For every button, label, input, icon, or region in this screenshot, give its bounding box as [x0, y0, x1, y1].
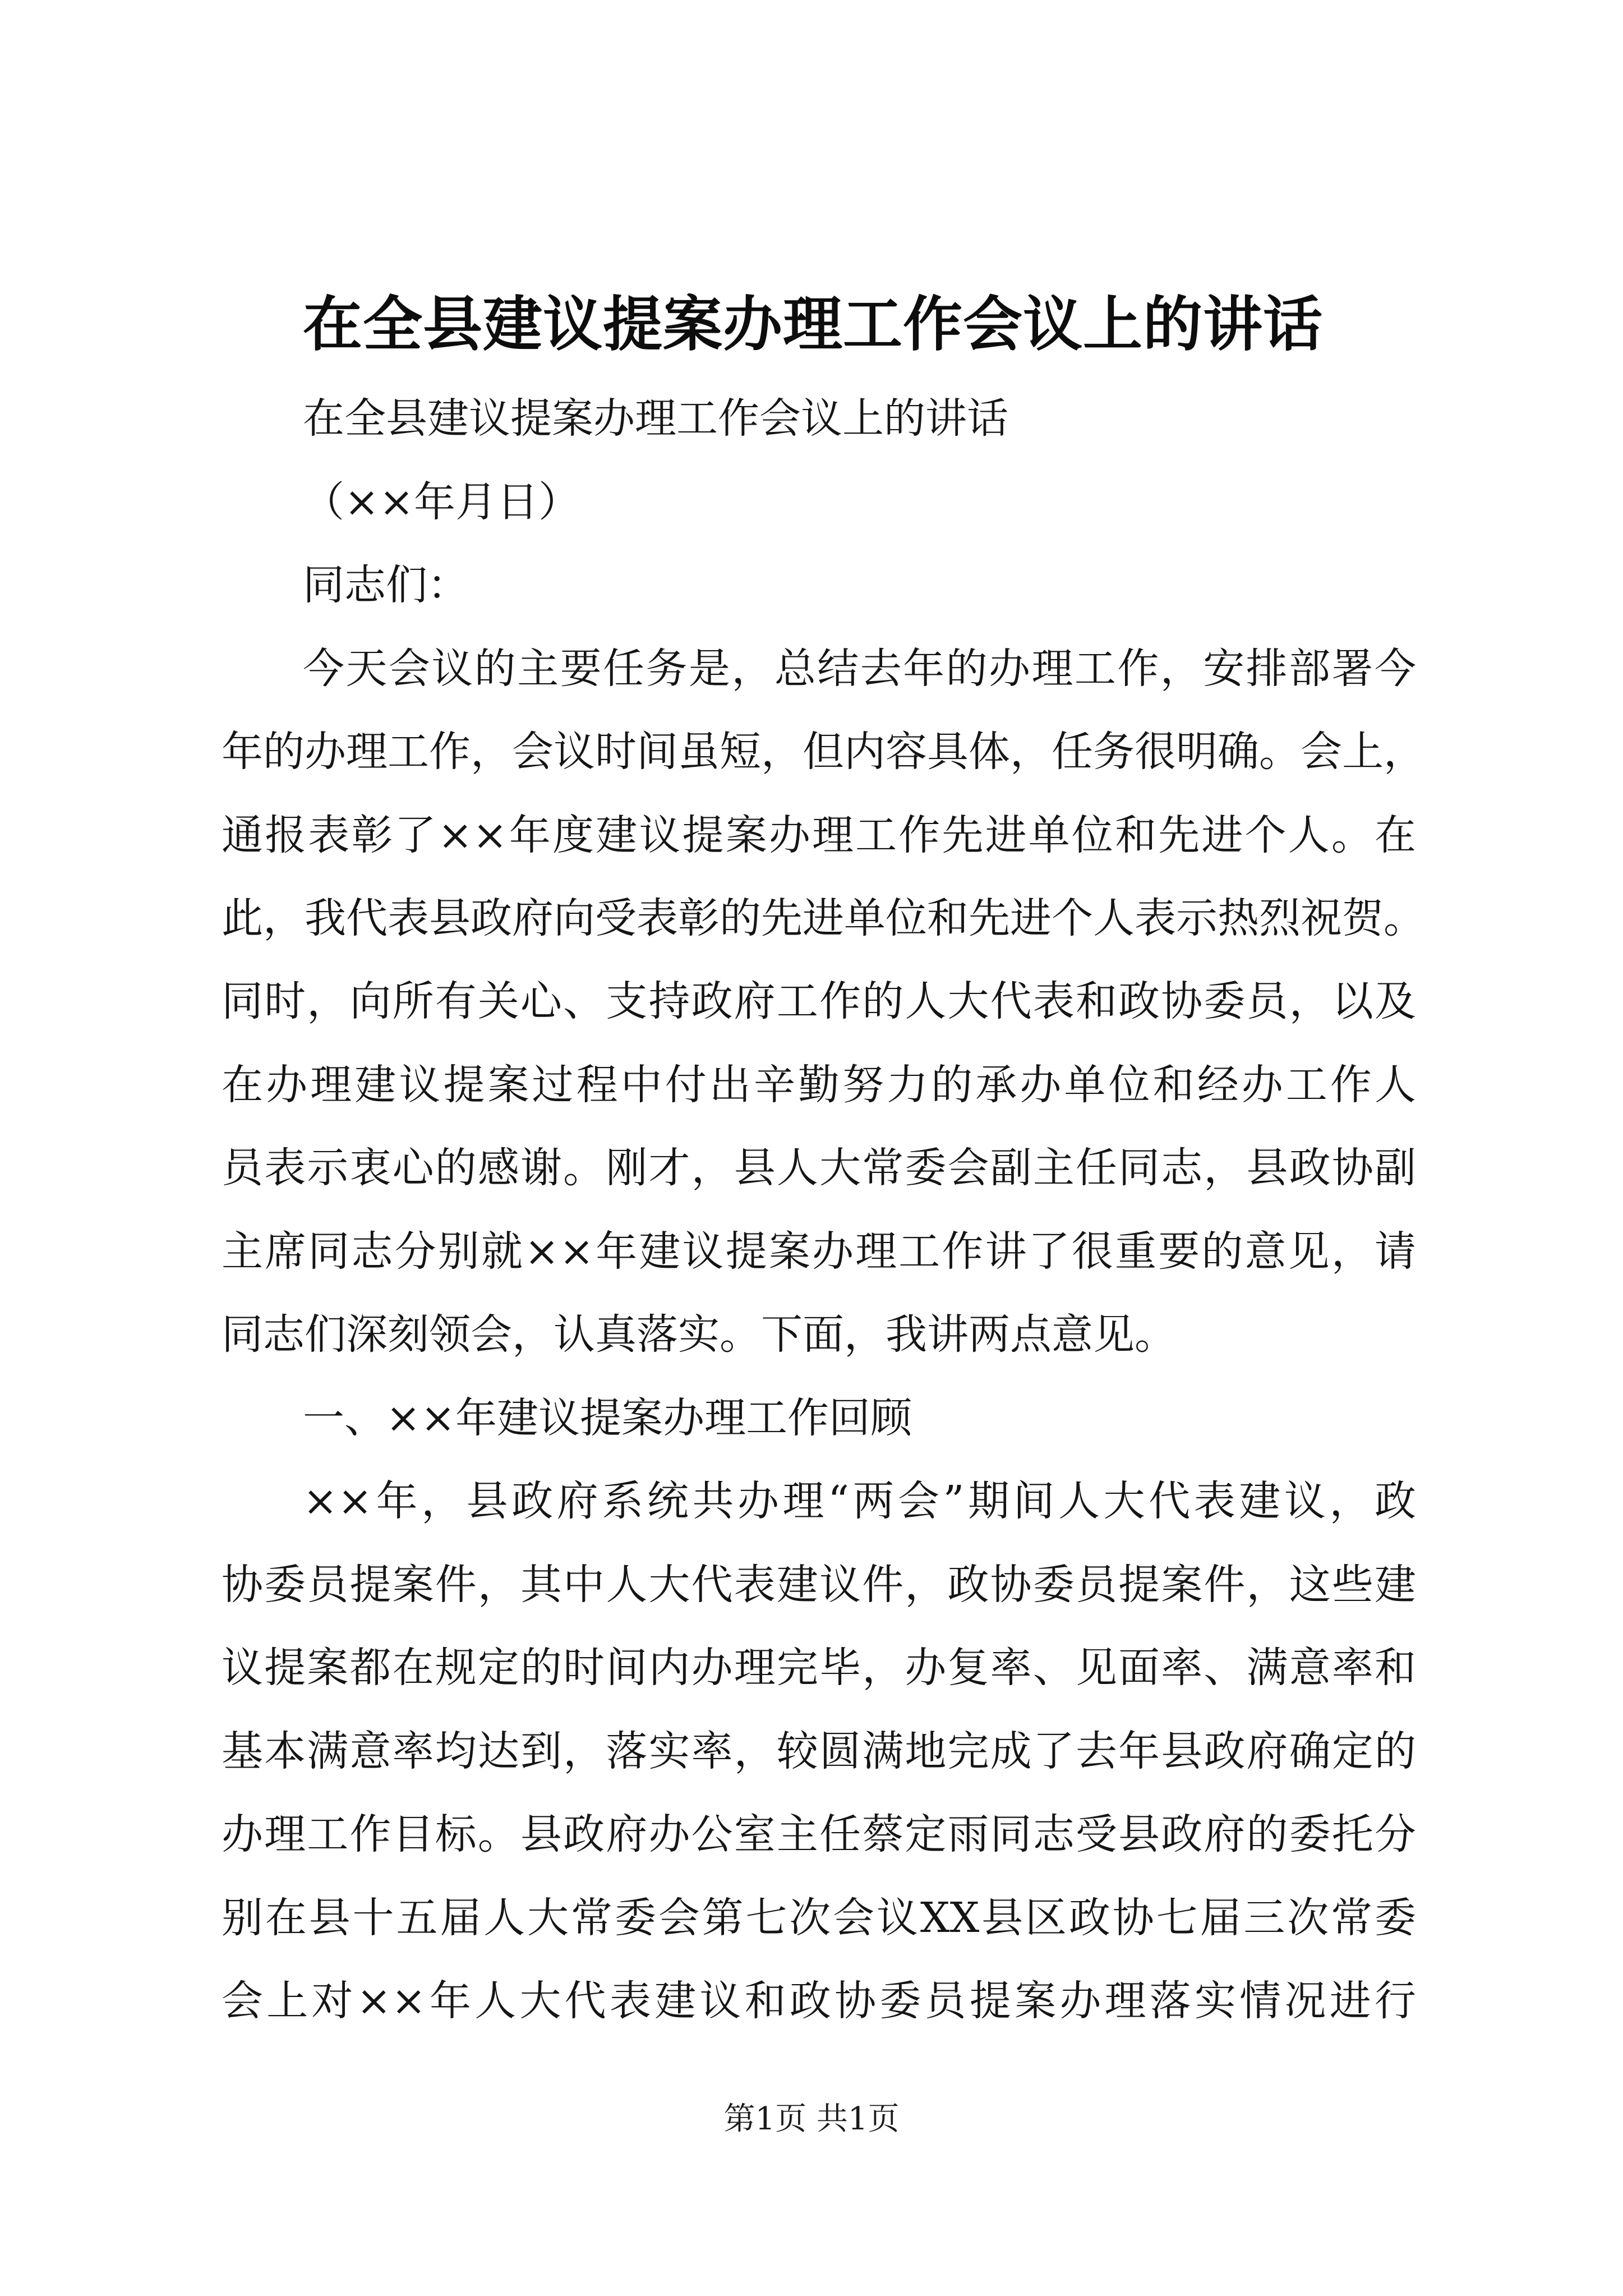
paragraph-line: 会上对××年人大代表建议和政协委员提案办理落实情况进行 [222, 1977, 1416, 2025]
document-subtitle: 在全县建议提案办理工作会议上的讲话 [303, 394, 1008, 443]
paragraph-line: 同时，向所有关心、支持政府工作的人大代表和政协委员，以及 [222, 977, 1416, 1025]
paragraph-line: 议提案都在规定的时间内办理完毕，办复率、见面率、满意率和 [222, 1644, 1416, 1692]
salutation: 同志们： [303, 561, 469, 609]
paragraph-line: ××年，县政府系统共办理“两会”期间人大代表建议，政 [303, 1477, 1416, 1525]
paragraph-line: 协委员提案件，其中人大代表建议件，政协委员提案件，这些建 [222, 1561, 1416, 1609]
paragraph-line: 在办理建议提案过程中付出辛勤努力的承办单位和经办工作人 [222, 1061, 1416, 1109]
paragraph-line: 基本满意率均达到，落实率，较圆满地完成了去年县政府确定的 [222, 1727, 1416, 1775]
paragraph-line: 主席同志分别就××年建议提案办理工作讲了很重要的意见，请 [222, 1227, 1416, 1276]
paragraph-line: 办理工作目标。县政府办公室主任蔡定雨同志受县政府的委托分 [222, 1810, 1416, 1858]
paragraph-line: 今天会议的主要任务是，总结去年的办理工作，安排部署今 [303, 645, 1416, 693]
paragraph-line: 年的办理工作，会议时间虽短，但内容具体，任务很明确。会上， [222, 728, 1425, 776]
page-footer: 第1页 共1页 [723, 2101, 900, 2137]
paragraph-line: 别在县十五届人大常委会第七次会议XX县区政协七届三次常委 [222, 1894, 1416, 1942]
document-title: 在全县建议提案办理工作会议上的讲话 [303, 289, 1323, 359]
paragraph-line: 员表示衷心的感谢。刚才，县人大常委会副主任同志，县政协副 [222, 1144, 1416, 1192]
paragraph-line: 同志们深刻领会，认真落实。下面，我讲两点意见。 [222, 1310, 1176, 1359]
paragraph-line: 此，我代表县政府向受表彰的先进单位和先进个人表示热烈祝贺。 [222, 894, 1425, 942]
paragraph-line: 通报表彰了××年度建议提案办理工作先进单位和先进个人。在 [222, 811, 1416, 859]
section-heading: 一、××年建议提案办理工作回顾 [303, 1394, 912, 1442]
document-date: （××年月日） [303, 478, 580, 526]
